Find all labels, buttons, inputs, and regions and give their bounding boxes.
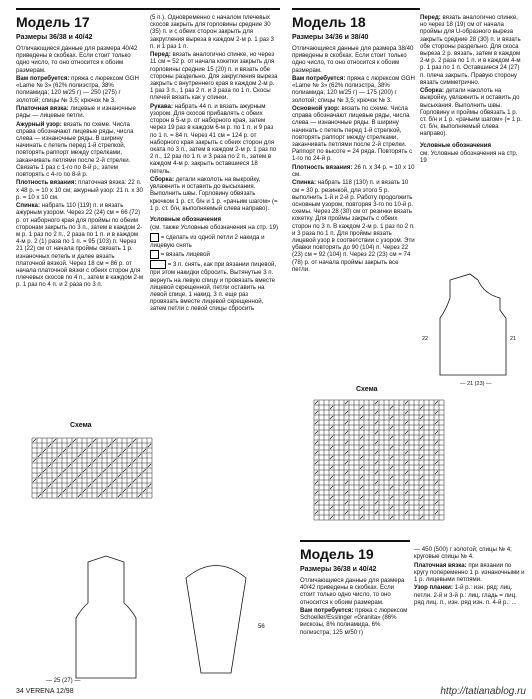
chart-symbol: [405, 441, 408, 444]
chart-symbol: [420, 496, 423, 499]
model19-intro: Отличающиеся данные для размера 40/42 приведены в скобках. Если стоит только одно число, то оно относится к обоим размерам.: [300, 577, 405, 606]
chart-symbol: [420, 426, 423, 429]
chart-symbol: [123, 469, 126, 472]
model17-neck: (5 п.). Одновременно с началом плечевых скосов закрыть для горловины средние 30 (35) п. и с обеих сторон закрыть для закругления выреза в каждом 2-м р. 1 раз 3 п. и 1 раз 1 п.: [150, 14, 274, 50]
model18-assembly: Сборка: детали наколоть на выкройку, увлажнить и оставить до высыхания. Выполнить швы. Горловину и проймы обвязать 1 р. ст. б/н и 1 р. «рачьим шагом» (= 1 р. ст. б/н, выполняемый слева направо).: [420, 87, 522, 138]
chart-symbol: [315, 461, 318, 464]
model18-front: Перед: вязать аналогично спинке, но через 18 (19) см от начала проймы для U-образного выреза закрыть средние 28 (30) п. и вязать обе стороны раздельно. Для скоса выреза 2 р. вязать, затем в каждом 2-м р. 2 раза по 1 п. и в каждом 4-м р. 1 раз по 1 п. Оставшиеся 24 (27) п. плеча закрыть. Правую сторону вязать симметрично.: [420, 14, 521, 86]
chart-symbol: [48, 444, 51, 447]
chart-symbol: [405, 471, 408, 474]
chart-symbol: [345, 461, 348, 464]
chart-symbol: [315, 501, 318, 504]
chart-symbol: [390, 426, 393, 429]
model19-pattern: Узор планки: 1-й р.: изн. ряд: лиц. петли. 2-й и 3-й р.: лиц. гладь = лиц. ряд лиц. п., изн. ряд изн. п. 4-й р.: ...: [414, 584, 517, 606]
chart-symbol: [435, 411, 438, 414]
chart-symbol: [83, 469, 86, 472]
chart-symbol: [435, 471, 438, 474]
chart-symbol: [113, 439, 116, 442]
chart-symbol: [435, 511, 438, 514]
model17-density: Плотность вязания: платочная вязка: 22 п. x 48 р. = 10 x 10 см; ажурный узор: 21 п. x 30 р. = 10 x 10 см.: [16, 179, 143, 201]
chart-symbol: [375, 441, 378, 444]
model17-column: [16, 14, 144, 290]
chart-symbol: [345, 421, 348, 424]
model17-lace-chart: [16, 432, 166, 532]
chart-symbol: [58, 494, 61, 497]
chart-symbol: [360, 476, 363, 479]
chart-symbol: [53, 459, 56, 462]
legend-symbol-yarnover: [150, 233, 159, 242]
svg-text:22: 22: [422, 336, 429, 342]
chart-symbol: [113, 459, 116, 462]
chart-symbol: [63, 489, 66, 492]
chart-symbol: [420, 476, 423, 479]
chart-symbol: [405, 401, 408, 404]
chart-symbol: [405, 431, 408, 434]
chart-symbol: [360, 496, 363, 499]
chart-symbol: [360, 486, 363, 489]
chart-symbol: [88, 464, 91, 467]
chart-symbol: [345, 401, 348, 404]
chart-symbol: [345, 411, 348, 414]
model17-schema-label: Схема: [70, 422, 92, 429]
chart-symbol: [405, 511, 408, 514]
chart-symbol: [375, 491, 378, 494]
chart-symbol: [360, 506, 363, 509]
chart-symbol: [330, 446, 333, 449]
chart-grid: [314, 400, 444, 520]
chart-symbol: [375, 451, 378, 454]
chart-symbol: [420, 436, 423, 439]
chart-symbol: [315, 451, 318, 454]
model18-materials: Вам потребуется: пряжа с люрексом GGH «Lame № 3» (62% полиэстра, 38% полиамида; 120 м/25 г) — 175 (200) г золотой; спицы № 3,5; крючок № 3.: [292, 75, 415, 104]
chart-symbol: [330, 456, 333, 459]
model19-materials: Вам потребуется: пряжа с люрексом Schoeller/Esslinger «Granita» (86% вискозы, 8% полиамида, 6% полиэстра; 125 м/50 г): [300, 607, 408, 636]
chart-symbol: [148, 464, 151, 467]
chart-symbol: [43, 449, 46, 452]
chart-symbol: [360, 436, 363, 439]
chart-symbol: [375, 481, 378, 484]
model17-assembly: Сборка: детали наколоть на выкройку, увлажнить и оставить до высыхания. Выполнить швы. Горловину обвязать крючком 1 р. ст. б/н и 1 р. «рачьим шагом» (= 1 р. ст. б/н, выполняемый слева направо).: [150, 176, 278, 212]
model18-intro: Отличающиеся данные для размера 38/40 приведены в скобках. Если стоит только одно число, то оно относится к обоим размерам.: [292, 45, 414, 74]
chart-symbol: [133, 459, 136, 462]
model19-materials-2: — 450 (500) г золотой; спицы № 4; круговые спицы № 4.: [414, 546, 512, 561]
model17-intro: Отличающиеся данные для размера 40/42 приведены в скобках. Если стоит только одно число, то оно относится к обоим размерам.: [16, 45, 138, 74]
chart-symbol: [420, 506, 423, 509]
chart-symbol: [330, 516, 333, 519]
chart-symbol: [330, 486, 333, 489]
chart-symbol: [330, 416, 333, 419]
chart-symbol: [420, 416, 423, 419]
chart-symbol: [83, 489, 86, 492]
chart-symbol: [113, 479, 116, 482]
chart-symbol: [375, 511, 378, 514]
legend-symbol-knit: [150, 250, 159, 259]
model17-legend-3: = 3 п. снять, как при вязании лицевой, при этом накидки сбросить. Вытянутые 3 п. вернуть на левую спицу и провязать вместе лицевой скрещенной, петли оставить на левой спице, 1 накид, 3 п. еще раз провязать вместе лицевой скрещенной, затем петли с левой спицы сбросить: [150, 261, 277, 313]
model18-column-2: [420, 14, 524, 166]
chart-symbol: [375, 421, 378, 424]
model17-lace: Ажурный узор: вязать по схеме. Числа справа обозначают лицевые ряды, числа слева — изнаночные ряды. В ширину начинать с петель перед 1-й стрелкой, повторять раппорт между стрелками, заканчивать петлями после 2-й стрелки. Связать 1 раз с 1-го по 8-й р., затем повторять с 4-го по 8-й р.: [16, 120, 134, 179]
chart-symbol: [435, 441, 438, 444]
model18-sizes: Размеры 34/36 и 38/40: [292, 34, 369, 41]
chart-symbol: [108, 484, 111, 487]
chart-symbol: [315, 401, 318, 404]
chart-symbol: [38, 454, 41, 457]
chart-symbol: [330, 476, 333, 479]
chart-symbol: [435, 451, 438, 454]
chart-symbol: [133, 439, 136, 442]
chart-symbol: [435, 401, 438, 404]
chart-symbol: [315, 471, 318, 474]
chart-symbol: [420, 456, 423, 459]
chart-symbol: [118, 454, 121, 457]
chart-symbol: [78, 494, 81, 497]
chart-symbol: [390, 416, 393, 419]
chart-symbol: [38, 474, 41, 477]
chart-symbol: [108, 464, 111, 467]
chart-symbol: [420, 466, 423, 469]
chart-symbol: [128, 464, 131, 467]
chart-symbol: [360, 446, 363, 449]
chart-symbol: [420, 486, 423, 489]
chart-symbol: [345, 481, 348, 484]
chart-symbol: [98, 474, 101, 477]
sleeve-piece-outline: [186, 566, 246, 674]
chart-symbol: [98, 494, 101, 497]
chart-symbol: [315, 491, 318, 494]
chart-symbol: [375, 401, 378, 404]
model18-pattern-piece: [420, 270, 526, 390]
model19-sizes: Размеры 36/38 и 40/42: [300, 566, 377, 573]
chart-symbol: [33, 459, 36, 462]
svg-text:— 25 (27) —: — 25 (27) —: [46, 678, 81, 684]
model17-sleeves: Рукава: набрать 44 п. и вязать ажурным узором. Для скосов прибавлять с обеих сторон в 5-м р. от наборного края, затем через 19 раз в каждом 6-м р. по 1 п. и 9 раз по 1 п. = 84 п. Через 41 см = 124 р. от наборного края закрыть с обеих сторон для оката по 3 п., затем в каждом 2-м р. 1 раз по 2 п., 12 раз по 1 п. и 3 раза по 2 п., затем в каждом 4-м р. закрыть оставшиеся 18 петель.: [150, 102, 277, 175]
chart-symbol: [435, 491, 438, 494]
chart-symbol: [330, 496, 333, 499]
chart-symbol: [148, 484, 151, 487]
chart-symbol: [93, 439, 96, 442]
chart-symbol: [405, 461, 408, 464]
chart-symbol: [375, 411, 378, 414]
chart-symbol: [420, 406, 423, 409]
chart-symbol: [58, 454, 61, 457]
chart-symbol: [68, 444, 71, 447]
chart-symbol: [118, 494, 121, 497]
chart-symbol: [43, 489, 46, 492]
chart-symbol: [360, 456, 363, 459]
legend-symbol-cross: [150, 260, 166, 269]
model18-title: Модель 18: [292, 14, 366, 30]
model18-main: Основной узор: вязать по схеме. Числа справа обозначают лицевые ряды, числа слева — изнаночные ряды. В ширину начинать с петель перед 1-й стрелкой, повторять раппорт между стрелками, заканчивать петлями после 2-й стрелки. Раппорт по высоте = 24 ряда. Повторять с 1-го по 24-й р.: [292, 105, 413, 163]
chart-symbol: [345, 431, 348, 434]
chart-symbol: [143, 449, 146, 452]
chart-symbol: [315, 441, 318, 444]
chart-symbol: [390, 406, 393, 409]
chart-symbol: [390, 506, 393, 509]
model17-legend-1: = сделать из одной петли 2 накида и лицевую снять: [150, 233, 265, 249]
chart-symbol: [405, 481, 408, 484]
chart-symbol: [435, 421, 438, 424]
model17-sizes: Размеры 36/38 и 40/42: [16, 34, 93, 41]
chart-symbol: [435, 501, 438, 504]
chart-symbol: [53, 479, 56, 482]
model17-legend-title: Условные обозначения: [150, 216, 222, 224]
chart-symbol: [390, 436, 393, 439]
chart-symbol: [390, 466, 393, 469]
top-rule-mid: [292, 8, 420, 10]
chart-symbol: [73, 479, 76, 482]
chart-symbol: [345, 501, 348, 504]
chart-symbol: [435, 481, 438, 484]
chart-symbol: [360, 466, 363, 469]
chart-symbol: [315, 481, 318, 484]
chart-symbol: [143, 469, 146, 472]
front-piece-outline: [440, 274, 506, 375]
chart-symbol: [405, 451, 408, 454]
chart-symbol: [133, 479, 136, 482]
model17-purl: Платочная вязка: лицевые и изнаночные ряды — лицевые петли.: [16, 105, 136, 120]
chart-symbol: [78, 454, 81, 457]
chart-symbol: [63, 449, 66, 452]
top-rule-left: [16, 8, 280, 10]
chart-symbol: [420, 516, 423, 519]
chart-symbol: [78, 474, 81, 477]
chart-symbol: [405, 491, 408, 494]
chart-symbol: [360, 416, 363, 419]
model17-front: Перед: вязать аналогично спинке, но через 11 см = 52 р. от начала кокетки закрыть для горловины средние 15 (20) п. и вязать обе стороны раздельно. Для закругления выреза закрыть с внутреннего края в каждом 2-м р. 1 раз 3 п., 1 раз 2 п. и 3 раза по 1 п. Скосы плечей вязать как у спинки.: [150, 51, 278, 102]
page-footer: 34 VERENA 12/98: [16, 688, 74, 695]
model17-pattern-pieces: [16, 548, 286, 688]
chart-symbol: [435, 461, 438, 464]
model17-legend-2: = вязать лицевой: [150, 250, 278, 259]
chart-symbol: [435, 431, 438, 434]
chart-symbol: [315, 411, 318, 414]
chart-symbol: [390, 476, 393, 479]
chart-symbol: [330, 466, 333, 469]
chart-symbol: [63, 469, 66, 472]
chart-symbol: [390, 486, 393, 489]
chart-symbol: [405, 411, 408, 414]
model18-back: Спинка: набрать 118 (130) п. и вязать 10 см = 30 р. резинкой, для этого 5 р. выполнить 1-й и 2-й р. Работу продолжить основным узором, повторяя 3-го по 10-й р. схемы. Через 28 (30) см от резинки вязать кокетку. Для проймы закрыть с обеих сторон по 3 п. В каждом 2-м р. 1 раз по 2 п. и 3 раза по 1 п. Для проймы вязать лицевой узор в соответствии с узором. Эти убавки повторять до 90 (104) п. Через 22 (23) см = 92 (104) п. Через 22 (23) см = 74 (78) р. от начала проймы закрыть все петли.: [292, 179, 415, 273]
chart-symbol: [93, 459, 96, 462]
chart-symbol: [128, 444, 131, 447]
chart-symbol: [390, 516, 393, 519]
model18-legend-title: Условные обозначения: [420, 141, 492, 149]
chart-symbol: [58, 474, 61, 477]
chart-symbol: [103, 489, 106, 492]
chart-symbol: [390, 496, 393, 499]
svg-text:— 21 (23) —: — 21 (23) —: [460, 381, 492, 387]
chart-symbol: [123, 449, 126, 452]
svg-text:56: 56: [258, 624, 265, 630]
model19-title: Модель 19: [300, 546, 374, 562]
model19-purl: Платочная вязка: при вязании по кругу попеременно 1 р. изнаночными и 1 р. лицевыми петлями.: [414, 561, 525, 583]
chart-symbol: [73, 459, 76, 462]
watermark-url: http://tatianablog.ru: [440, 686, 526, 697]
model17-materials: Вам потребуется: пряжа с люрексом GGH «Lame № 3» (62% полиэстра, 38% полиамида; 120 м/25 г) — 250 (275) г золотой; спицы № 3,5; крючок № 3.: [16, 75, 139, 104]
chart-symbol: [138, 494, 141, 497]
chart-symbol: [330, 426, 333, 429]
chart-symbol: [38, 494, 41, 497]
model17-back: Спинка: набрать 110 (119) п. и вязать ажурным узором. Через 22 (24) см = 66 (72) р. от наборного края для проймы по обеим сторонам закрыть по 3 п., затем в каждом 2-м р. 1 раз по 2 п., 2 раза по 1 п. и в каждом 4-м р. 2 (1) раза по 1 п. = 95 (103) п. Через 21 (22) см от начала проймы связать 1 р. изнаночных петель и далее вязать платочной вязкой. Через 18 см = 86 р. от начала платочной вязки с обеих сторон для плечевых скосов по 4 п., затем в каждом 2-м р. 1 раз по 4 п. и 2 раза по 3 п.: [16, 202, 144, 289]
chart-symbol: [405, 501, 408, 504]
chart-symbol: [375, 471, 378, 474]
chart-symbol: [345, 511, 348, 514]
chart-symbol: [128, 484, 131, 487]
chart-symbol: [315, 511, 318, 514]
chart-symbol: [138, 474, 141, 477]
chart-symbol: [360, 426, 363, 429]
chart-symbol: [390, 456, 393, 459]
chart-symbol: [375, 501, 378, 504]
chart-symbol: [330, 436, 333, 439]
chart-symbol: [123, 489, 126, 492]
chart-grid: [32, 438, 152, 498]
chart-symbol: [53, 439, 56, 442]
chart-symbol: [93, 479, 96, 482]
chart-symbol: [330, 506, 333, 509]
chart-symbol: [108, 444, 111, 447]
chart-symbol: [88, 444, 91, 447]
chart-symbol: [345, 441, 348, 444]
chart-symbol: [33, 479, 36, 482]
svg-text:21: 21: [510, 336, 517, 342]
chart-symbol: [68, 484, 71, 487]
model18-density: Плотность вязания: 26 п. x 34 р. = 10 x 10 см.: [292, 163, 415, 179]
chart-symbol: [345, 471, 348, 474]
model18-main-chart: [300, 396, 460, 536]
chart-symbol: [143, 489, 146, 492]
chart-symbol: [83, 449, 86, 452]
model19-column-2: [414, 546, 526, 607]
model18-legend-note: см. Условные обозначения на стр. 19: [420, 150, 518, 165]
chart-symbol: [73, 439, 76, 442]
back-piece-outline: [76, 556, 136, 678]
chart-symbol: [345, 451, 348, 454]
model17-column-2: [150, 14, 278, 314]
chart-symbol: [33, 439, 36, 442]
model19-column: [300, 546, 408, 637]
chart-symbol: [360, 406, 363, 409]
chart-symbol: [103, 469, 106, 472]
chart-symbol: [48, 484, 51, 487]
chart-symbol: [390, 446, 393, 449]
chart-symbol: [405, 421, 408, 424]
chart-symbol: [103, 449, 106, 452]
model18-schema-label: Схема: [356, 386, 378, 393]
chart-symbol: [330, 406, 333, 409]
chart-symbol: [98, 454, 101, 457]
chart-symbol: [375, 461, 378, 464]
chart-symbol: [43, 469, 46, 472]
chart-symbol: [360, 516, 363, 519]
chart-symbol: [48, 464, 51, 467]
model18-column: [292, 14, 416, 274]
chart-symbol: [315, 421, 318, 424]
chart-symbol: [375, 431, 378, 434]
chart-symbol: [138, 454, 141, 457]
top-rule-model19: [300, 540, 410, 542]
chart-symbol: [315, 431, 318, 434]
chart-symbol: [148, 444, 151, 447]
model17-legend-note: (см. также Условные обозначения на стр. 19): [150, 224, 278, 232]
chart-symbol: [345, 491, 348, 494]
chart-symbol: [88, 484, 91, 487]
model17-title: Модель 17: [16, 14, 90, 30]
chart-symbol: [68, 464, 71, 467]
chart-symbol: [118, 474, 121, 477]
chart-symbol: [420, 446, 423, 449]
